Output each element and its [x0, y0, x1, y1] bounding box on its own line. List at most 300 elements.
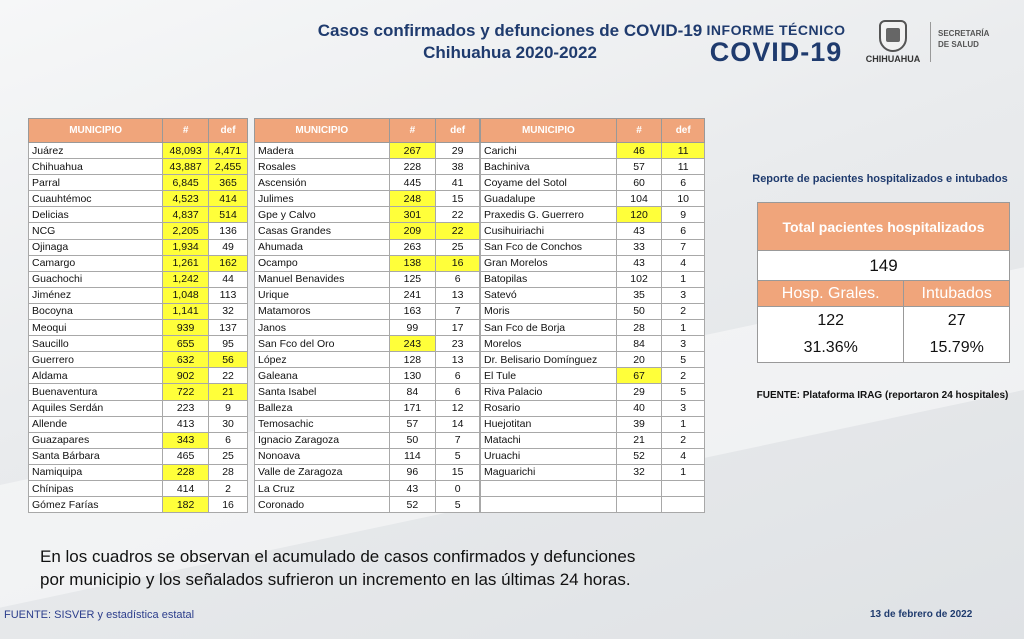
- casos-cell: 267: [389, 143, 436, 159]
- municipio-cell: Matamoros: [255, 303, 390, 319]
- municipio-cell: Rosales: [255, 159, 390, 175]
- municipio-cell: Casas Grandes: [255, 223, 390, 239]
- municipio-cell: Namiquipa: [29, 464, 163, 480]
- municipio-cell: Cusihuiriachi: [481, 223, 617, 239]
- casos-cell: 52: [616, 448, 662, 464]
- municipio-cell: La Cruz: [255, 480, 390, 496]
- table-row: [29, 320, 248, 336]
- municipio-cell: Meoqui: [29, 320, 163, 336]
- municipio-cell: Gpe y Calvo: [255, 207, 390, 223]
- municipio-cell: Cuauhtémoc: [29, 191, 163, 207]
- def-cell: 28: [209, 464, 248, 480]
- municipio-cell: Chihuahua: [29, 159, 163, 175]
- table-row: [29, 239, 248, 255]
- municipio-cell: Temosachic: [255, 416, 390, 432]
- def-cell: 7: [436, 432, 480, 448]
- municipio-cell: Valle de Zaragoza: [255, 464, 390, 480]
- table-row: [481, 207, 705, 223]
- table-row: [255, 175, 480, 191]
- municipio-cell: Ojinaga: [29, 239, 163, 255]
- municipio-cell: Allende: [29, 416, 163, 432]
- coat-of-arms-icon: [879, 20, 907, 52]
- def-cell: 49: [209, 239, 248, 255]
- casos-cell: 43,887: [163, 159, 209, 175]
- casos-cell: 67: [616, 368, 662, 384]
- casos-cell: 2,205: [163, 223, 209, 239]
- casos-cell: 632: [163, 352, 209, 368]
- municipio-cell: Jiménez: [29, 287, 163, 303]
- hosp-grales-value: 122: [758, 307, 904, 335]
- def-cell: 95: [209, 336, 248, 352]
- footer-source: FUENTE: SISVER y estadística estatal: [4, 609, 195, 621]
- municipio-cell: San Fco del Oro: [255, 336, 390, 352]
- casos-cell: 939: [163, 320, 209, 336]
- table-row: [29, 432, 248, 448]
- secretaria-line-1: SECRETARÍA: [938, 29, 990, 38]
- empty-cell: [662, 497, 705, 513]
- def-cell: 3: [662, 400, 705, 416]
- table-row: [481, 143, 705, 159]
- casos-cell: 35: [616, 287, 662, 303]
- def-cell: 22: [209, 368, 248, 384]
- def-cell: 25: [436, 239, 480, 255]
- secretaria-logo: [938, 28, 1018, 50]
- def-cell: 25: [209, 448, 248, 464]
- casos-cell: 243: [389, 336, 436, 352]
- table-row: [481, 287, 705, 303]
- def-cell: 162: [209, 255, 248, 271]
- def-cell: 21: [209, 384, 248, 400]
- def-cell: 6: [436, 368, 480, 384]
- table-row: [481, 416, 705, 432]
- table-row: [255, 191, 480, 207]
- municipio-cell: Santa Bárbara: [29, 448, 163, 464]
- municipio-cell: Rosario: [481, 400, 617, 416]
- table-row: [29, 191, 248, 207]
- page-title: [300, 20, 720, 64]
- chihuahua-logo: [858, 20, 928, 64]
- def-cell: 3: [662, 336, 705, 352]
- table-row: [255, 207, 480, 223]
- def-cell: 514: [209, 207, 248, 223]
- table-row: [29, 400, 248, 416]
- def-cell: 6: [662, 223, 705, 239]
- table-row: [29, 271, 248, 287]
- table-row: [481, 448, 705, 464]
- casos-cell: 182: [163, 497, 209, 513]
- empty-cell: [662, 480, 705, 496]
- casos-cell: 40: [616, 400, 662, 416]
- table-row: [255, 287, 480, 303]
- casos-cell: 1,141: [163, 303, 209, 319]
- table-row: [255, 271, 480, 287]
- def-cell: 22: [436, 223, 480, 239]
- municipio-cell: Buenaventura: [29, 384, 163, 400]
- table-row: [29, 143, 248, 159]
- table-row: [481, 159, 705, 175]
- municipio-cell: Janos: [255, 320, 390, 336]
- table-row: [481, 191, 705, 207]
- casos-cell: 39: [616, 416, 662, 432]
- def-cell: 3: [662, 287, 705, 303]
- def-cell: 44: [209, 271, 248, 287]
- casos-cell: 102: [616, 271, 662, 287]
- table-row: [29, 303, 248, 319]
- casos-cell: 209: [389, 223, 436, 239]
- header-municipio: MUNICIPIO: [481, 119, 617, 143]
- casos-cell: 128: [389, 352, 436, 368]
- municipios-table-2: [254, 118, 480, 513]
- def-cell: 23: [436, 336, 480, 352]
- casos-cell: 722: [163, 384, 209, 400]
- casos-cell: 465: [163, 448, 209, 464]
- def-cell: 7: [436, 303, 480, 319]
- table-row: [255, 239, 480, 255]
- def-cell: 4: [662, 255, 705, 271]
- def-cell: 12: [436, 400, 480, 416]
- table-row: [481, 352, 705, 368]
- empty-cell: [481, 497, 617, 513]
- municipio-cell: Ascensión: [255, 175, 390, 191]
- casos-cell: 130: [389, 368, 436, 384]
- casos-cell: 29: [616, 384, 662, 400]
- casos-cell: 96: [389, 464, 436, 480]
- municipio-cell: Coyame del Sotol: [481, 175, 617, 191]
- casos-cell: 223: [163, 400, 209, 416]
- table-row: [29, 223, 248, 239]
- table-row: [255, 223, 480, 239]
- total-hospitalized-value: 149: [758, 251, 1010, 281]
- def-cell: 15: [436, 464, 480, 480]
- table-row: [481, 271, 705, 287]
- def-cell: 14: [436, 416, 480, 432]
- casos-cell: 4,837: [163, 207, 209, 223]
- def-cell: 10: [662, 191, 705, 207]
- footer-date: 13 de febrero de 2022: [870, 609, 973, 620]
- municipios-table-1: [28, 118, 248, 513]
- municipio-cell: Chínipas: [29, 480, 163, 496]
- municipio-cell: Batopilas: [481, 271, 617, 287]
- def-cell: 17: [436, 320, 480, 336]
- municipio-cell: Ocampo: [255, 255, 390, 271]
- municipio-cell: Guerrero: [29, 352, 163, 368]
- header-def: def: [662, 119, 705, 143]
- casos-cell: 43: [616, 255, 662, 271]
- table-row: [29, 352, 248, 368]
- casos-cell: 445: [389, 175, 436, 191]
- def-cell: 6: [662, 175, 705, 191]
- table-row: [255, 368, 480, 384]
- table-row: [255, 159, 480, 175]
- table-row: [29, 384, 248, 400]
- municipio-cell: San Fco de Conchos: [481, 239, 617, 255]
- table-row: [255, 448, 480, 464]
- table-row: [255, 400, 480, 416]
- def-cell: 9: [209, 400, 248, 416]
- municipio-cell: NCG: [29, 223, 163, 239]
- def-cell: 5: [662, 384, 705, 400]
- informe-line-1: INFORME TÉCNICO: [706, 22, 846, 38]
- municipio-cell: Riva Palacio: [481, 384, 617, 400]
- casos-cell: 46: [616, 143, 662, 159]
- casos-cell: 120: [616, 207, 662, 223]
- municipio-cell: Urique: [255, 287, 390, 303]
- table-row: [481, 384, 705, 400]
- table-row: [29, 287, 248, 303]
- def-cell: 2: [662, 303, 705, 319]
- casos-cell: 241: [389, 287, 436, 303]
- def-cell: 365: [209, 175, 248, 191]
- casos-cell: 57: [389, 416, 436, 432]
- casos-cell: 263: [389, 239, 436, 255]
- def-cell: 7: [662, 239, 705, 255]
- table-row: [481, 255, 705, 271]
- casos-cell: 32: [616, 464, 662, 480]
- municipio-cell: Moris: [481, 303, 617, 319]
- casos-cell: 84: [389, 384, 436, 400]
- municipio-cell: El Tule: [481, 368, 617, 384]
- def-cell: 22: [436, 207, 480, 223]
- municipio-cell: Maguarichi: [481, 464, 617, 480]
- municipio-cell: Parral: [29, 175, 163, 191]
- def-cell: 2: [209, 480, 248, 496]
- casos-cell: 1,048: [163, 287, 209, 303]
- def-cell: 2,455: [209, 159, 248, 175]
- casos-cell: 163: [389, 303, 436, 319]
- table-row: [481, 239, 705, 255]
- def-cell: 113: [209, 287, 248, 303]
- casos-cell: 33: [616, 239, 662, 255]
- casos-cell: 114: [389, 448, 436, 464]
- municipio-cell: Aquiles Serdán: [29, 400, 163, 416]
- def-cell: 414: [209, 191, 248, 207]
- def-cell: 9: [662, 207, 705, 223]
- casos-cell: 228: [163, 464, 209, 480]
- municipio-cell: Dr. Belisario Domínguez: [481, 352, 617, 368]
- municipio-cell: Gómez Farías: [29, 497, 163, 513]
- table-row: [255, 384, 480, 400]
- municipio-cell: Camargo: [29, 255, 163, 271]
- def-cell: 13: [436, 287, 480, 303]
- title-line-1: Casos confirmados y defunciones de COVID-19: [317, 21, 703, 40]
- table-row: [255, 336, 480, 352]
- casos-cell: 99: [389, 320, 436, 336]
- def-cell: 4,471: [209, 143, 248, 159]
- header-municipio: MUNICIPIO: [255, 119, 390, 143]
- municipio-cell: Uruachi: [481, 448, 617, 464]
- casos-cell: 248: [389, 191, 436, 207]
- casos-cell: 1,934: [163, 239, 209, 255]
- municipio-cell: Saucillo: [29, 336, 163, 352]
- irag-source: FUENTE: Plataforma IRAG (reportaron 24 hospitales): [756, 390, 1009, 401]
- municipio-cell: Madera: [255, 143, 390, 159]
- explanatory-note: [40, 545, 700, 591]
- def-cell: 11: [662, 143, 705, 159]
- municipio-cell: Matachi: [481, 432, 617, 448]
- logo-divider: [930, 22, 931, 62]
- def-cell: 16: [209, 497, 248, 513]
- municipio-cell: Ignacio Zaragoza: [255, 432, 390, 448]
- casos-cell: 413: [163, 416, 209, 432]
- table-row: [255, 432, 480, 448]
- municipio-cell: Balleza: [255, 400, 390, 416]
- def-cell: 2: [662, 368, 705, 384]
- casos-cell: 57: [616, 159, 662, 175]
- def-cell: 16: [436, 255, 480, 271]
- note-line-1: En los cuadros se observan el acumulado de casos confirmados y defunciones: [40, 547, 636, 566]
- table-row: [481, 368, 705, 384]
- def-cell: 15: [436, 191, 480, 207]
- casos-cell: 171: [389, 400, 436, 416]
- def-cell: 32: [209, 303, 248, 319]
- casos-cell: 84: [616, 336, 662, 352]
- casos-cell: 414: [163, 480, 209, 496]
- header-casos: #: [616, 119, 662, 143]
- def-cell: 6: [436, 271, 480, 287]
- municipio-cell: Huejotitan: [481, 416, 617, 432]
- table-row: [29, 255, 248, 271]
- table-row: [255, 143, 480, 159]
- casos-cell: 902: [163, 368, 209, 384]
- def-cell: 5: [436, 448, 480, 464]
- table-row: [29, 480, 248, 496]
- table-row: [29, 336, 248, 352]
- table-row: [29, 464, 248, 480]
- casos-cell: 20: [616, 352, 662, 368]
- casos-cell: 43: [389, 480, 436, 496]
- secretaria-line-2: DE SALUD: [938, 40, 979, 49]
- table-row: [255, 303, 480, 319]
- municipio-cell: Juárez: [29, 143, 163, 159]
- municipio-cell: Satevó: [481, 287, 617, 303]
- municipio-cell: Delicias: [29, 207, 163, 223]
- def-cell: 1: [662, 320, 705, 336]
- casos-cell: 60: [616, 175, 662, 191]
- casos-cell: 52: [389, 497, 436, 513]
- municipio-cell: Guachochi: [29, 271, 163, 287]
- casos-cell: 655: [163, 336, 209, 352]
- hosp-grales-label: Hosp. Grales.: [758, 281, 904, 307]
- chihuahua-logo-text: CHIHUAHUA: [865, 54, 921, 64]
- def-cell: 6: [436, 384, 480, 400]
- intubados-pct: 15.79%: [904, 335, 1010, 363]
- table-row: [481, 400, 705, 416]
- def-cell: 56: [209, 352, 248, 368]
- casos-cell: 28: [616, 320, 662, 336]
- municipio-cell: Coronado: [255, 497, 390, 513]
- table-row: [481, 432, 705, 448]
- table-row: [481, 223, 705, 239]
- def-cell: 41: [436, 175, 480, 191]
- def-cell: 1: [662, 416, 705, 432]
- header-casos: #: [163, 119, 209, 143]
- def-cell: 30: [209, 416, 248, 432]
- casos-cell: 50: [616, 303, 662, 319]
- municipio-cell: Bocoyna: [29, 303, 163, 319]
- casos-cell: 6,845: [163, 175, 209, 191]
- municipio-cell: Bachiniva: [481, 159, 617, 175]
- table-row: [255, 352, 480, 368]
- hosp-grales-pct: 31.36%: [758, 335, 904, 363]
- def-cell: 6: [209, 432, 248, 448]
- municipio-cell: Galeana: [255, 368, 390, 384]
- casos-cell: 21: [616, 432, 662, 448]
- empty-cell: [616, 480, 662, 496]
- casos-cell: 1,242: [163, 271, 209, 287]
- def-cell: 29: [436, 143, 480, 159]
- table-row: [255, 255, 480, 271]
- municipio-cell: Guazapares: [29, 432, 163, 448]
- title-line-2: Chihuahua 2020-2022: [423, 43, 597, 62]
- table-row: [255, 416, 480, 432]
- def-cell: 11: [662, 159, 705, 175]
- casos-cell: 48,093: [163, 143, 209, 159]
- table-row: [29, 159, 248, 175]
- def-cell: 136: [209, 223, 248, 239]
- municipio-cell: Manuel Benavides: [255, 271, 390, 287]
- def-cell: 0: [436, 480, 480, 496]
- municipio-cell: Aldama: [29, 368, 163, 384]
- municipio-cell: Morelos: [481, 336, 617, 352]
- hospital-report-title: Reporte de pacientes hospitalizados e intubados: [752, 173, 1008, 185]
- casos-cell: 228: [389, 159, 436, 175]
- table-row: [255, 480, 480, 496]
- table-row: [29, 175, 248, 191]
- municipios-table-3: [480, 118, 705, 513]
- municipio-cell: Julimes: [255, 191, 390, 207]
- municipio-cell: Praxedis G. Guerrero: [481, 207, 617, 223]
- casos-cell: 104: [616, 191, 662, 207]
- def-cell: 38: [436, 159, 480, 175]
- hospital-table: [757, 202, 1010, 363]
- def-cell: 2: [662, 432, 705, 448]
- municipio-cell: Ahumada: [255, 239, 390, 255]
- informe-line-2: COVID-19: [709, 37, 843, 67]
- table-row: [481, 480, 705, 496]
- municipio-cell: Santa Isabel: [255, 384, 390, 400]
- casos-cell: 43: [616, 223, 662, 239]
- def-cell: 137: [209, 320, 248, 336]
- def-cell: 1: [662, 464, 705, 480]
- header-casos: #: [389, 119, 436, 143]
- table-row: [255, 320, 480, 336]
- header-def: def: [209, 119, 248, 143]
- empty-cell: [616, 497, 662, 513]
- def-cell: 5: [436, 497, 480, 513]
- def-cell: 1: [662, 271, 705, 287]
- header-municipio: MUNICIPIO: [29, 119, 163, 143]
- table-row: [29, 416, 248, 432]
- table-row: [481, 320, 705, 336]
- header-def: def: [436, 119, 480, 143]
- table-row: [29, 497, 248, 513]
- municipio-cell: Carichi: [481, 143, 617, 159]
- table-row: [481, 175, 705, 191]
- def-cell: 5: [662, 352, 705, 368]
- def-cell: 13: [436, 352, 480, 368]
- municipio-cell: Nonoava: [255, 448, 390, 464]
- table-row: [481, 464, 705, 480]
- casos-cell: 138: [389, 255, 436, 271]
- table-row: [29, 207, 248, 223]
- municipio-cell: San Fco de Borja: [481, 320, 617, 336]
- table-row: [29, 448, 248, 464]
- table-row: [255, 497, 480, 513]
- casos-cell: 4,523: [163, 191, 209, 207]
- municipio-cell: Gran Morelos: [481, 255, 617, 271]
- table-row: [481, 336, 705, 352]
- empty-cell: [481, 480, 617, 496]
